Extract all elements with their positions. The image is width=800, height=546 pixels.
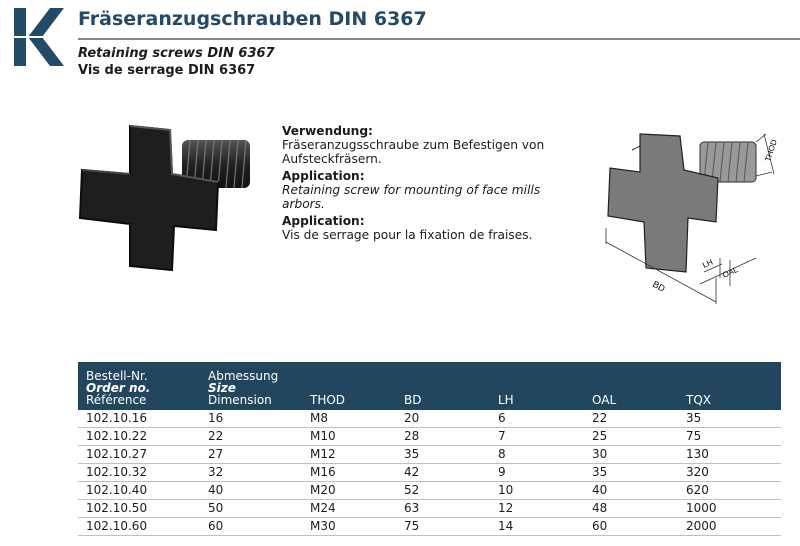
cell-order-no: 102.10.32 — [78, 464, 200, 482]
cell-tqx: 320 — [678, 464, 781, 482]
cell-tqx: 620 — [678, 482, 781, 500]
cell-thod: M24 — [302, 500, 396, 518]
usage-heading-fr: Application: — [282, 214, 365, 228]
table-row — [78, 464, 781, 482]
cell-oal: 40 — [584, 482, 678, 500]
cell-lh: 6 — [490, 410, 584, 428]
cell-bd: 52 — [396, 482, 490, 500]
header-order-fr: Référence — [86, 393, 147, 407]
cell-tqx: 35 — [678, 410, 781, 428]
cell-dimension: 27 — [200, 446, 302, 464]
subtitle-french: Vis de serrage DIN 6367 — [78, 63, 256, 78]
table-row — [78, 482, 781, 500]
cell-dimension: 50 — [200, 500, 302, 518]
col-order-no — [78, 362, 200, 410]
header-dim-en: Size — [208, 381, 236, 395]
product-photo — [70, 118, 270, 278]
col-dimension — [200, 362, 302, 410]
page-title: Fräseranzugschrauben DIN 6367 — [78, 8, 427, 30]
label-thod: THOD — [763, 138, 779, 163]
cell-oal: 48 — [584, 500, 678, 518]
cell-oal: 22 — [584, 410, 678, 428]
cell-dimension: 40 — [200, 482, 302, 500]
header-dim-de: Abmessung — [208, 369, 279, 383]
cell-lh: 7 — [490, 428, 584, 446]
cell-order-no: 102.10.16 — [78, 410, 200, 428]
table-row — [78, 500, 781, 518]
cell-order-no: 102.10.50 — [78, 500, 200, 518]
subtitle-english: Retaining screws DIN 6367 — [78, 46, 275, 61]
cell-oal: 25 — [584, 428, 678, 446]
cell-lh: 9 — [490, 464, 584, 482]
cell-oal: 30 — [584, 446, 678, 464]
cell-lh: 12 — [490, 500, 584, 518]
cell-order-no: 102.10.22 — [78, 428, 200, 446]
cell-tqx: 1000 — [678, 500, 781, 518]
usage-heading-de: Verwendung: — [282, 124, 373, 138]
cell-dimension: 32 — [200, 464, 302, 482]
usage-description — [282, 124, 582, 245]
col-thod: THOD — [302, 362, 396, 410]
cell-order-no: 102.10.60 — [78, 518, 200, 536]
table-row — [78, 410, 781, 428]
cell-dimension: 60 — [200, 518, 302, 536]
header-order-en: Order no. — [86, 381, 151, 395]
table-row — [78, 446, 781, 464]
cell-lh: 8 — [490, 446, 584, 464]
cell-dimension: 16 — [200, 410, 302, 428]
usage-text-en: Retaining screw for mounting of face mills arbors. — [282, 183, 541, 211]
label-bd: BD — [651, 278, 667, 294]
dimension-drawing — [596, 118, 796, 318]
table-header-row — [78, 362, 781, 410]
cell-oal: 35 — [584, 464, 678, 482]
label-lh: LH — [701, 257, 715, 270]
cell-lh: 10 — [490, 482, 584, 500]
label-oal: OAL — [721, 265, 740, 280]
cell-lh: 14 — [490, 518, 584, 536]
title-divider — [78, 38, 800, 40]
header-dim-fr: Dimension — [208, 393, 272, 407]
cell-bd: 28 — [396, 428, 490, 446]
cell-tqx: 75 — [678, 428, 781, 446]
cell-bd: 35 — [396, 446, 490, 464]
col-tqx: TQX — [678, 362, 781, 410]
usage-heading-en: Application: — [282, 169, 365, 183]
spec-table — [78, 362, 781, 536]
usage-text-de: Fräseranzugsschraube zum Befestigen von Aufsteckfräsern. — [282, 138, 545, 166]
col-oal: OAL — [584, 362, 678, 410]
cell-bd: 75 — [396, 518, 490, 536]
cell-dimension: 22 — [200, 428, 302, 446]
cell-thod: M16 — [302, 464, 396, 482]
cell-bd: 63 — [396, 500, 490, 518]
cell-bd: 20 — [396, 410, 490, 428]
cell-bd: 42 — [396, 464, 490, 482]
cell-order-no: 102.10.27 — [78, 446, 200, 464]
col-bd: BD — [396, 362, 490, 410]
cell-thod: M12 — [302, 446, 396, 464]
cell-thod: M8 — [302, 410, 396, 428]
table-row — [78, 428, 781, 446]
cell-oal: 60 — [584, 518, 678, 536]
cell-thod: M10 — [302, 428, 396, 446]
col-lh: LH — [490, 362, 584, 410]
cell-tqx: 2000 — [678, 518, 781, 536]
brand-logo — [14, 8, 64, 66]
cell-tqx: 130 — [678, 446, 781, 464]
cell-thod: M20 — [302, 482, 396, 500]
cell-thod: M30 — [302, 518, 396, 536]
usage-text-fr: Vis de serrage pour la fixation de fraises. — [282, 228, 533, 242]
table-row — [78, 518, 781, 536]
header-order-de: Bestell-Nr. — [86, 369, 148, 383]
cell-order-no: 102.10.40 — [78, 482, 200, 500]
